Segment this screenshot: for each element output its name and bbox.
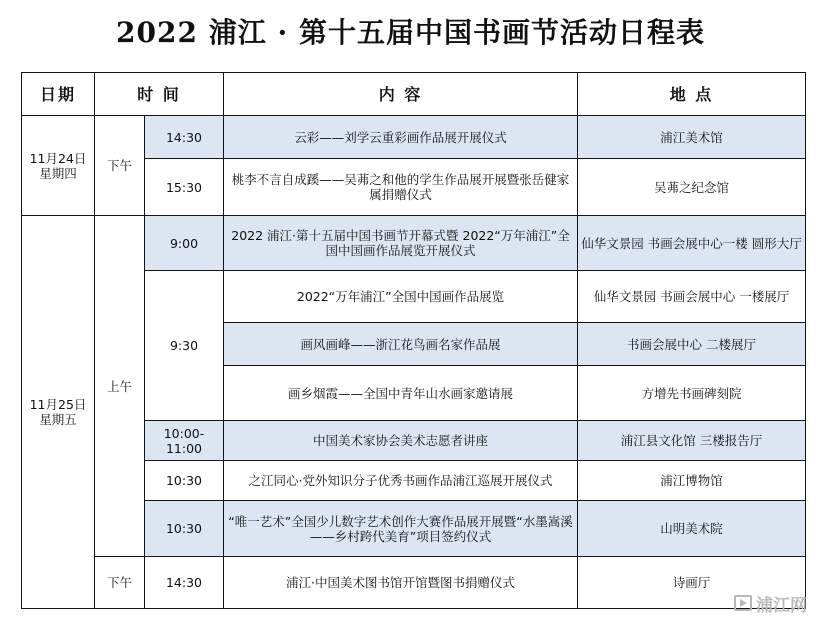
time-cell: 9:00	[145, 216, 224, 271]
date-cell-day1	[22, 116, 95, 216]
place-cell: 诗画厅	[578, 557, 806, 609]
time-cell: 10:30	[145, 461, 224, 501]
time-cell: 10:30	[145, 501, 224, 557]
place-cell: 吴茀之纪念馆	[578, 159, 806, 216]
time-cell: 9:30	[145, 271, 224, 421]
date-cell-day2	[22, 216, 95, 609]
content-cell: 桃李不言自成蹊——吴茀之和他的学生作品展开展暨张岳健家属捐赠仪式	[224, 159, 578, 216]
content-cell: 2022 浦江·第十五届中国书画节开幕式暨 2022“万年浦江”全国中国画作品展览开展仪式	[224, 216, 578, 271]
place-cell: 仙华文景园 书画会展中心一楼 圆形大厅	[578, 216, 806, 271]
place-cell: 浦江美术馆	[578, 116, 806, 159]
content-cell: 之江同心·党外知识分子优秀书画作品浦江巡展开展仪式	[224, 461, 578, 501]
date-label: 11月25日	[29, 397, 87, 412]
place-cell: 山明美术院	[578, 501, 806, 557]
content-cell: 画乡烟霞——全国中青年山水画家邀请展	[224, 366, 578, 421]
content-cell: 2022“万年浦江”全国中国画作品展览	[224, 271, 578, 323]
place-cell: 仙华文景园 书画会展中心 一楼展厅	[578, 271, 806, 323]
table-row	[22, 557, 806, 609]
place-cell: 方增先书画碑刻院	[578, 366, 806, 421]
header-date: 日期	[22, 73, 95, 116]
weekday-label: 星期四	[39, 165, 77, 181]
header-row	[22, 73, 806, 116]
watermark-text: 浦江网	[756, 595, 807, 616]
period-afternoon: 下午	[95, 116, 145, 216]
watermark	[734, 590, 807, 616]
table-row	[22, 216, 806, 271]
period-afternoon: 下午	[95, 557, 145, 609]
content-cell: “唯一艺术”全国少儿数字艺术创作大赛作品展开展暨“水墨嵩溪——乡村跨代美育”项目签约仪式	[224, 501, 578, 557]
place-cell: 浦江县文化馆 三楼报告厅	[578, 421, 806, 461]
time-cell: 15:30	[145, 159, 224, 216]
play-logo-icon	[734, 595, 752, 611]
schedule-table	[21, 72, 806, 609]
table-row	[22, 116, 806, 159]
date-label: 11月24日	[29, 150, 87, 166]
place-cell: 浦江博物馆	[578, 461, 806, 501]
header-place: 地 点	[578, 73, 806, 116]
weekday-label: 星期五	[39, 412, 77, 427]
content-cell: 画风画峰——浙江花鸟画名家作品展	[224, 323, 578, 366]
period-morning: 上午	[95, 216, 145, 557]
header-content: 内 容	[224, 73, 578, 116]
content-cell: 浦江·中国美术图书馆开馆暨图书捐赠仪式	[224, 557, 578, 609]
time-cell: 10:00-11:00	[145, 421, 224, 461]
content-cell: 云彩——刘学云重彩画作品展开展仪式	[224, 116, 578, 159]
place-cell: 书画会展中心 二楼展厅	[578, 323, 806, 366]
time-cell: 14:30	[145, 116, 224, 159]
content-cell: 中国美术家协会美术志愿者讲座	[224, 421, 578, 461]
time-cell: 14:30	[145, 557, 224, 609]
header-time: 时 间	[95, 73, 224, 116]
page-title: 2022 浦江 · 第十五届中国书画节活动日程表	[116, 16, 705, 49]
